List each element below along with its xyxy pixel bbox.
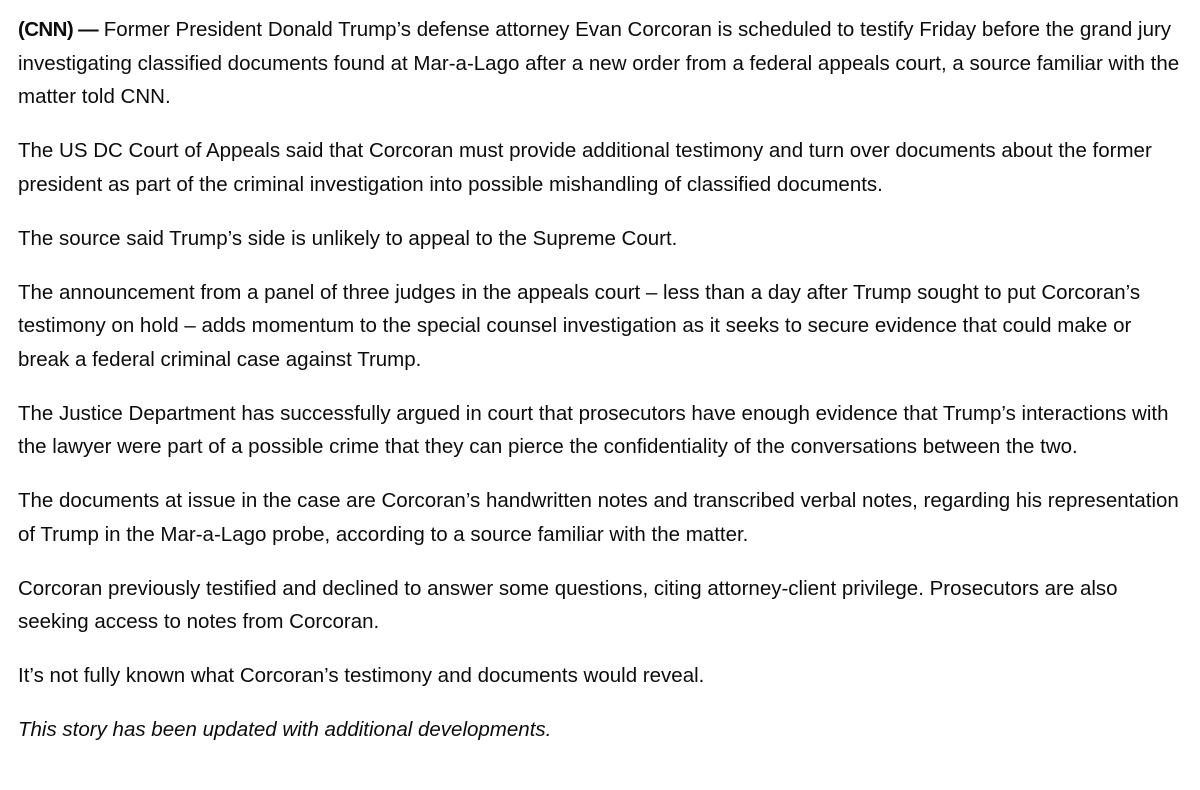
- editor-note: This story has been updated with additional developments.: [18, 718, 552, 741]
- article-paragraph: The Justice Department has successfully argued in court that prosecutors have enough evidence that Trump’s interactions with the lawyer were part of a possible crime that they can pierce the confidentiality of the conversations between the two.: [18, 401, 1169, 458]
- article-paragraph: It’s not fully known what Corcoran’s testimony and documents would reveal.: [18, 664, 705, 687]
- article-paragraph: Corcoran previously testified and declined to answer some questions, citing attorney-client privilege. Prosecutors are also seeking access to notes from Corcoran.: [18, 576, 1118, 633]
- article-paragraph: The announcement from a panel of three judges in the appeals court – less than a day after Trump sought to put Corcoran’s testimony on hold – adds momentum to the special counsel investigation as it seeks to secure evidence that could make or break a federal criminal case against Trump.: [18, 280, 1141, 371]
- article-paragraph: The US DC Court of Appeals said that Corcoran must provide additional testimony and turn over documents about the former president as part of the criminal investigation into possible mishandling of classified documents.: [18, 139, 1152, 196]
- dateline: (CNN) —: [18, 18, 99, 41]
- article-paragraph: The documents at issue in the case are Corcoran’s handwritten notes and transcribed verbal notes, regarding his representation of Trump in the Mar-a-Lago probe, according to a source familiar with the matter.: [18, 489, 1179, 546]
- article-paragraph-lead: [18, 13, 1182, 114]
- lead-text: Former President Donald Trump’s defense attorney Evan Corcoran is scheduled to testify Friday before the grand jury investigating classified documents found at Mar-a-Lago after a new order from a federal appeals court, a source familiar with the matter told CNN.: [18, 18, 1180, 108]
- article-paragraph: The source said Trump’s side is unlikely to appeal to the Supreme Court.: [18, 226, 678, 250]
